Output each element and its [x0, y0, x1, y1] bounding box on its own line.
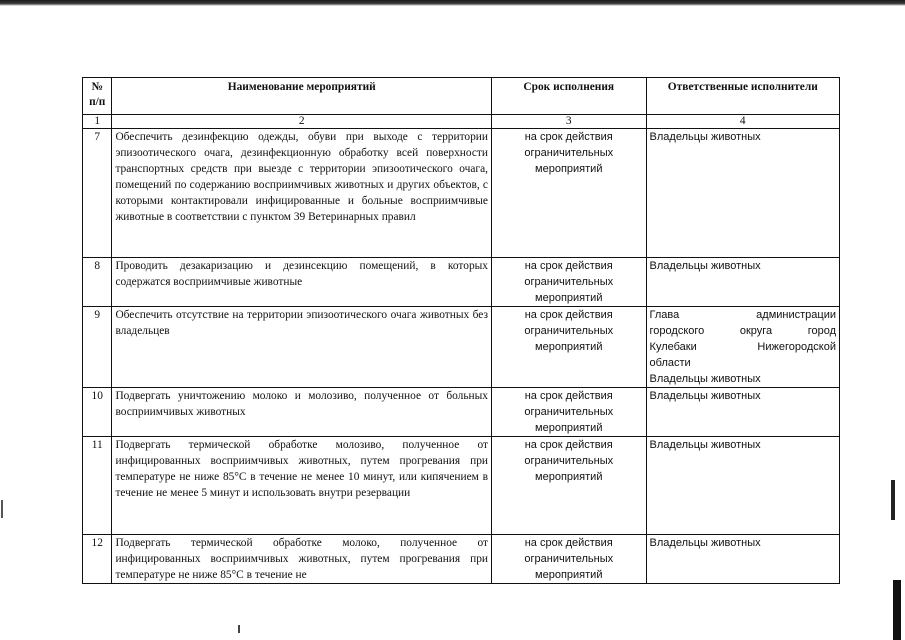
measure-term: на срок действия ограничительных мероприятий: [491, 307, 646, 388]
responsible-line: Глава администрации: [649, 309, 836, 321]
table-row: [83, 437, 840, 535]
table-header-row: [83, 78, 840, 115]
header-no: № п/п: [83, 78, 112, 115]
row-number: 9: [83, 307, 112, 388]
measure-responsible: Владельцы животных: [646, 258, 839, 307]
column-number: 2: [112, 115, 492, 129]
responsible-line: Владельцы животных: [649, 373, 761, 385]
measure-name: Подвергать термической обработке молоко, полученное от инфицированных восприимчивых животных, путем прогревания при температуре не ниже 85°С в течение не: [112, 535, 492, 584]
scan-top-edge: [0, 0, 905, 6]
measure-term: на срок действия ограничительных мероприятий: [491, 129, 646, 258]
measure-responsible: Владельцы животных: [646, 388, 839, 437]
column-number: 1: [83, 115, 112, 129]
table-row: [83, 258, 840, 307]
responsible-line: городского округа город: [649, 325, 836, 337]
table-row: [83, 307, 840, 388]
responsible-line: области: [649, 357, 691, 369]
measure-name: Обеспечить дезинфекцию одежды, обуви при выходе с территории эпизоотического очага, дезинфекционную обработку всей поверхности транспортных средств при выезде с территории эпизоотического очага, помещений по содержанию восприимчивых животных и других объектов, с которыми контактировали инфицированные и больные восприимчивые животные в соответствии с пунктом 39 Ветеринарных правил: [112, 129, 492, 258]
header-responsible: Ответственные исполнители: [646, 78, 839, 115]
measure-name: Подвергать термической обработке молозиво, полученное от инфицированных восприимчивых животных, путем прогревания при температуре не ниже 85°С в течение не менее 10 минут, или кипячением в течение не менее 5 минут и использовать внутри резервации: [112, 437, 492, 535]
measure-responsible: Владельцы животных: [646, 129, 839, 258]
header-name: Наименование мероприятий: [112, 78, 492, 115]
measure-term: на срок действия ограничительных мероприятий: [491, 437, 646, 535]
scan-artifact-bottom: [238, 625, 240, 633]
scan-mark: [893, 580, 901, 640]
measures-table: [82, 77, 840, 584]
scan-mark: [891, 480, 895, 520]
measure-responsible: Владельцы животных: [646, 535, 839, 584]
measure-term: на срок действия ограничительных мероприятий: [491, 388, 646, 437]
column-number: 3: [491, 115, 646, 129]
measure-responsible: Владельцы животных: [646, 437, 839, 535]
column-numbers-row: [83, 115, 840, 129]
measure-name: Проводить дезакаризацию и дезинсекцию помещений, в которых содержатся восприимчивые животные: [112, 258, 492, 307]
measure-name: Обеспечить отсутствие на территории эпизоотического очага животных без владельцев: [112, 307, 492, 388]
header-term: Срок исполнения: [491, 78, 646, 115]
scan-artifact-left: [1, 500, 3, 518]
scan-artifact-right: [889, 480, 905, 640]
row-number: 7: [83, 129, 112, 258]
column-number: 4: [646, 115, 839, 129]
measure-responsible: [646, 307, 839, 388]
row-number: 10: [83, 388, 112, 437]
row-number: 12: [83, 535, 112, 584]
measure-term: на срок действия ограничительных мероприятий: [491, 258, 646, 307]
table-row: [83, 129, 840, 258]
row-number: 8: [83, 258, 112, 307]
measure-name: Подвергать уничтожению молоко и молозиво, полученное от больных восприимчивых животных: [112, 388, 492, 437]
table-row: [83, 535, 840, 584]
responsible-line: Кулебаки Нижегородской: [649, 341, 836, 353]
row-number: 11: [83, 437, 112, 535]
table-row: [83, 388, 840, 437]
measure-term: на срок действия ограничительных мероприятий: [491, 535, 646, 584]
